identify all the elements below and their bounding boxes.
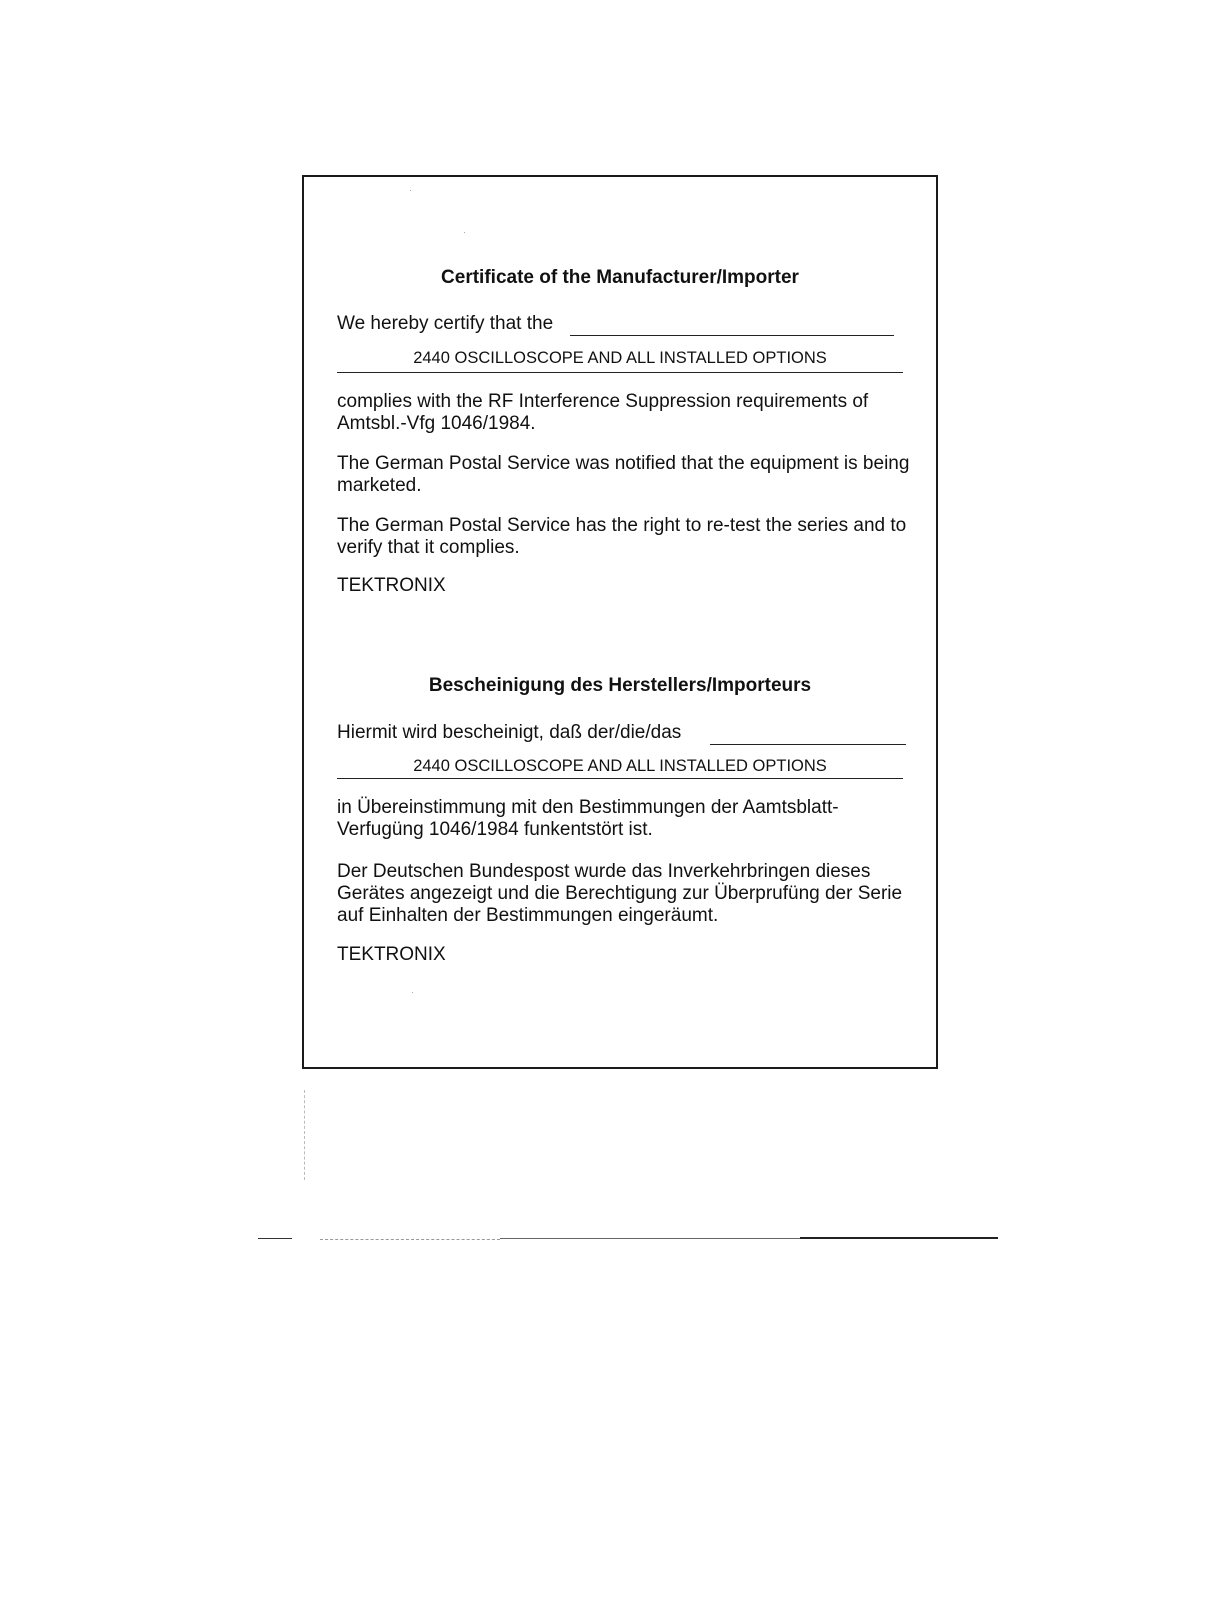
page-bottom-rule-mid [500,1238,800,1239]
scan-speck [464,232,465,233]
page-bottom-rule-left [258,1238,292,1239]
english-product-name: 2440 OSCILLOSCOPE AND ALL INSTALLED OPTIONS [413,349,827,367]
english-product-blank [570,335,894,336]
german-paragraph-1: in Übereinstimmung mit den Bestimmungen der Aamtsblatt-Verfugüng 1046/1984 funkentstört ist. [337,797,839,840]
english-product-rule [337,372,903,373]
german-certify-text: Hiermit wird bescheinigt, daß der/die/das [337,722,682,743]
english-paragraph-3: The German Postal Service has the right to re-test the series and to verify that it complies. [337,515,907,558]
german-product-rule [337,778,903,779]
page-bottom-rule-faint [320,1239,500,1240]
page-bottom-rule-right [800,1237,998,1239]
english-certify-text: We hereby certify that the [337,313,554,334]
german-paragraph-2: Der Deutschen Bundespost wurde das Inverkehrbringen dieses Gerätes angezeigt und die Berechtigung zur Überprufüng der Serie auf Einhalten der Bestimmungen eingeräumt. [337,861,903,926]
english-paragraph-2: The German Postal Service was notified that the equipment is being marketed. [337,453,910,496]
german-title: Bescheinigung des Herstellers/Importeurs [428,675,812,696]
english-paragraph-1: complies with the RF Interference Suppression requirements of Amtsbl.-Vfg 1046/1984. [337,391,869,434]
german-product-name: 2440 OSCILLOSCOPE AND ALL INSTALLED OPTIONS [413,757,827,775]
certificate-frame [302,175,938,1069]
german-product-blank [710,744,906,745]
english-company: TEKTRONIX [337,575,446,596]
scan-speck [412,992,413,993]
scan-speck [410,190,411,191]
german-company: TEKTRONIX [337,944,446,965]
scan-margin-mark [304,1090,305,1180]
english-title: Certificate of the Manufacturer/Importer [441,267,799,288]
